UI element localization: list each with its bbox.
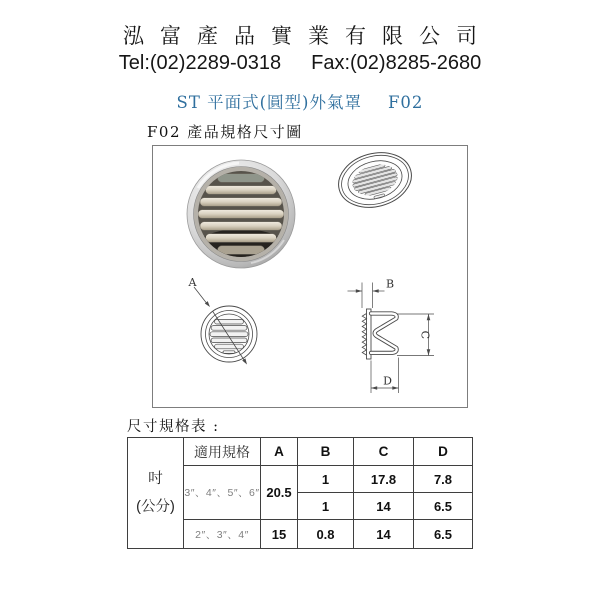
value-a-group2: 15 (261, 520, 298, 549)
fax-number: Fax:(02)8285-2680 (311, 52, 482, 74)
product-model: F02 (387, 93, 424, 112)
company-name: 泓富產品實業有限公司 (123, 24, 493, 48)
col-header-d: D (414, 438, 473, 466)
unit-cell (128, 438, 184, 549)
value-d-row2: 6.5 (414, 493, 473, 520)
tel-number: Tel:(02)2289-0318 (118, 52, 282, 74)
sizes-group1: 3″、4″、5″、6″ (184, 466, 261, 520)
product-title-text: ST 平面式(圓型)外氣罩 (176, 93, 362, 112)
diagram-svg (153, 146, 467, 407)
contact-line (0, 52, 600, 75)
value-b-row3: 0.8 (298, 520, 354, 549)
header-row (128, 438, 473, 466)
dim-label-b: B (386, 277, 395, 291)
dim-label-a: A (188, 276, 197, 289)
value-c-row2: 14 (354, 493, 414, 520)
value-d-row3: 6.5 (414, 520, 473, 549)
diagram-heading: F02 產品規格尺寸圖 (147, 123, 303, 141)
col-header-spec: 適用規格 (184, 438, 261, 466)
col-header-c: C (354, 438, 414, 466)
sizes-group2: 2″、3″、4″ (184, 520, 261, 549)
perspective-drawing (332, 146, 417, 215)
value-c-row1: 17.8 (354, 466, 414, 493)
value-b-row2: 1 (298, 493, 354, 520)
unit-line2: (公分) (136, 499, 175, 515)
product-title (0, 89, 600, 113)
col-header-a: A (261, 438, 298, 466)
dim-label-c: C (418, 330, 432, 340)
front-view-drawing (188, 276, 258, 365)
col-header-b: B (298, 438, 354, 466)
value-b-row1: 1 (298, 466, 354, 493)
unit-line1: 吋 (148, 471, 163, 487)
spec-table (127, 437, 473, 549)
dimension-diagram (152, 145, 468, 408)
value-c-row3: 14 (354, 520, 414, 549)
product-photo (187, 160, 295, 268)
dim-label-d: D (383, 374, 392, 388)
side-view-drawing (348, 278, 435, 394)
table-caption: 尺寸規格表 : (127, 419, 220, 435)
value-d-row1: 7.8 (414, 466, 473, 493)
value-a-group1: 20.5 (261, 466, 298, 520)
